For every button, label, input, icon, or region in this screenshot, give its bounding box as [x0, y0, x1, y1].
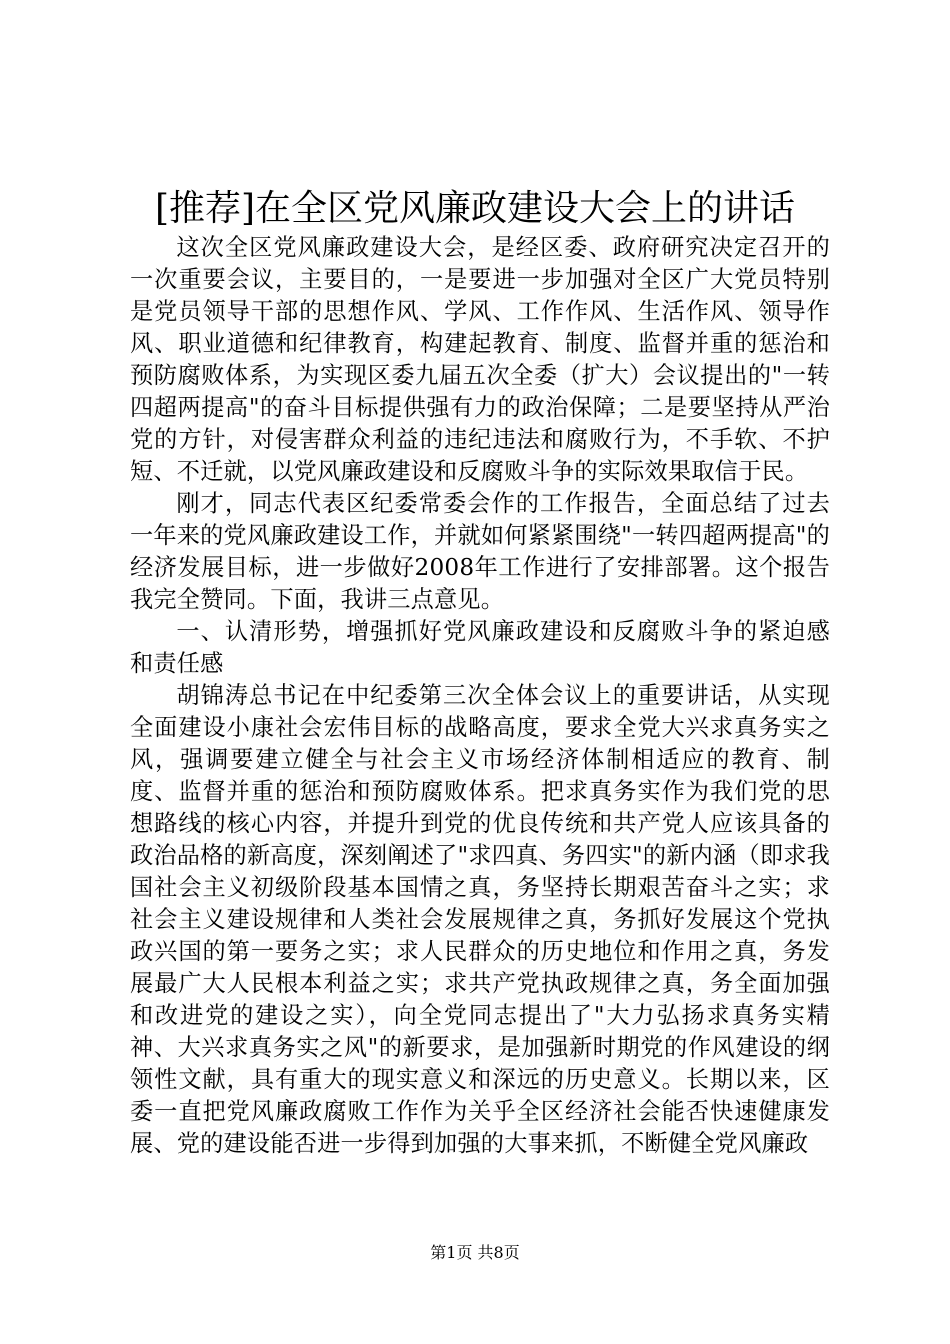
- body-paragraph: 刚才，同志代表区纪委常委会作的工作报告，全面总结了过去一年来的党风廉政建设工作，并就如何紧紧围绕"一转四超两提高"的经济发展目标，进一步做好2008年工作进行了安排部署。这个报告我完全赞同。下面，我讲三点意见。: [130, 490, 830, 613]
- section-heading: 一、认清形势，增强抓好党风廉政建设和反腐败斗争的紧迫感和责任感: [130, 618, 830, 677]
- document-title: [推荐]在全区党风廉政建设大会上的讲话: [154, 188, 796, 229]
- body-paragraph: 胡锦涛总书记在中纪委第三次全体会议上的重要讲话，从实现全面建设小康社会宏伟目标的战略高度，要求全党大兴求真务实之风，强调要建立健全与社会主义市场经济体制相适应的教育、制度、监督并重的惩治和预防腐败体系。把求真务实作为我们党的思想路线的核心内容，并提升到党的优良传统和共产党人应该具备的政治品格的新高度，深刻阐述了"求四真、务四实"的新内涵（即求我国社会主义初级阶段基本国情之真，务坚持长期艰苦奋斗之实；求社会主义建设规律和人类社会发展规律之真，务抓好发展这个党执政兴国的第一要务之实；求人民群众的历史地位和作用之真，务发展最广大人民根本利益之实；求共产党执政规律之真，务全面加强和改进党的建设之实），向全党同志提出了"大力弘扬求真务实精神、大兴求真务实之风"的新要求，是加强新时期党的作风建设的纲领性文献，具有重大的现实意义和深远的历史意义。长期以来，区委一直把党风廉政腐败工作作为关乎全区经济社会能否快速健康发展、党的建设能否进一步得到加强的大事来抓，不断健全党风廉政: [130, 682, 830, 1157]
- document-body: [130, 232, 830, 1160]
- page-number-footer: 第1页 共8页: [430, 1243, 520, 1262]
- body-paragraph: 这次全区党风廉政建设大会，是经区委、政府研究决定召开的一次重要会议，主要目的，一是要进一步加强对全区广大党员特别是党员领导干部的思想作风、学风、工作作风、生活作风、领导作风、职业道德和纪律教育，构建起教育、制度、监督并重的惩治和预防腐败体系，为实现区委九届五次全委（扩大）会议提出的"一转四超两提高"的奋斗目标提供强有力的政治保障；二是要坚持从严治党的方针，对侵害群众利益的违纪违法和腐败行为，不手软、不护短、不迁就，以党风廉政建设和反腐败斗争的实际效果取信于民。: [130, 234, 830, 485]
